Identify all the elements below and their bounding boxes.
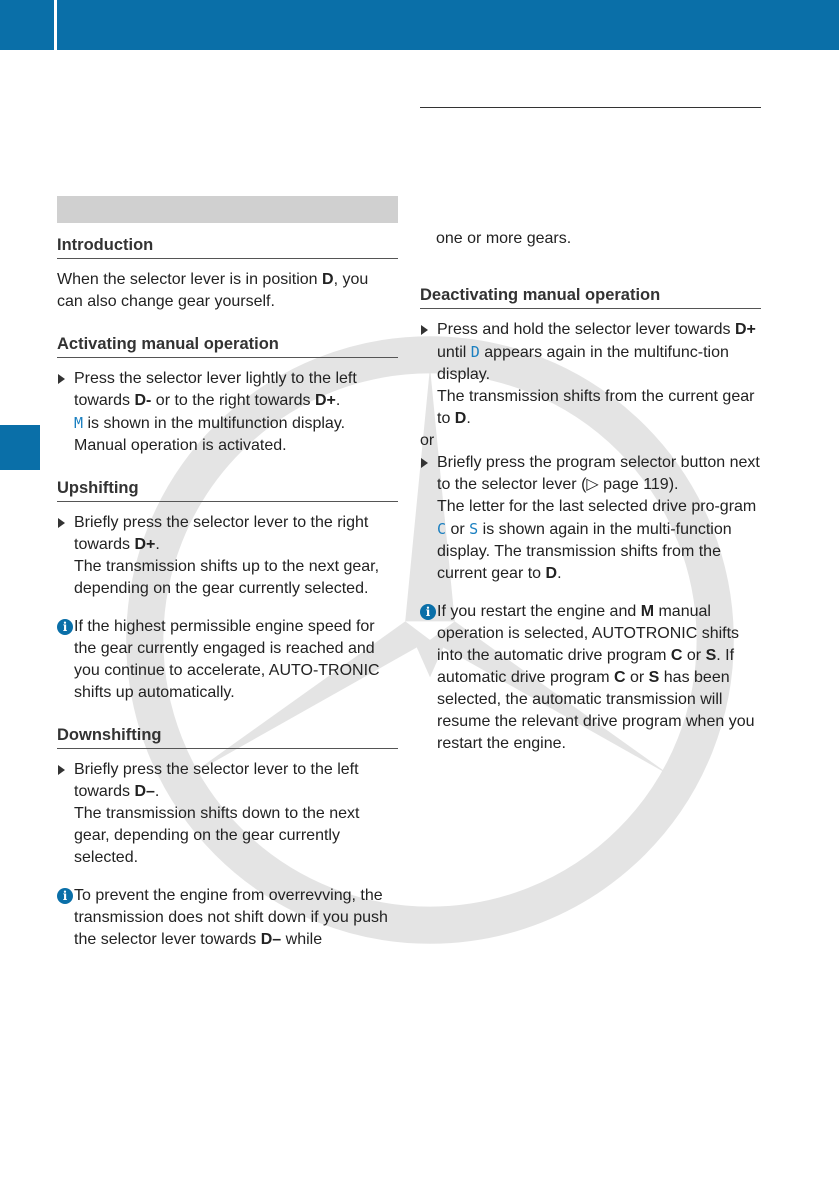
step-arrow-icon [58, 374, 65, 384]
upshifting-heading: Upshifting [57, 479, 398, 502]
left-column [57, 196, 398, 951]
right-column [420, 0, 761, 755]
step-arrow-icon [58, 765, 65, 775]
section-title-bar [57, 196, 398, 223]
display-symbol: D [470, 343, 480, 361]
deactivating-heading: Deactivating manual operation [420, 286, 761, 309]
activating-heading: Activating manual operation [57, 335, 398, 358]
info-icon: i [57, 619, 73, 635]
step-arrow-icon [421, 325, 428, 335]
header-divider [54, 0, 57, 50]
or-text: or [420, 432, 435, 449]
display-symbol: M [74, 414, 84, 432]
deactivate-step-button: Briefly press the program selector button next to the selector lever (▷ page 119). The letter for the last selected drive pro-gram C or S is shown again in the multi-function display. The transmission shifts from the current gear to D. [420, 452, 761, 585]
introduction-text: When the selector lever is in position D, you can also change gear yourself. [57, 271, 369, 310]
downshift-step: Briefly press the selector lever to the left towards D–. The transmission shifts down to the next gear, depending on the gear currently selected. [57, 759, 398, 869]
activating-step: Press the selector lever lightly to the left towards D- or to the right towards D+. M is shown in the multifunction display. Manual operation is activated. [57, 368, 398, 457]
step-arrow-icon [58, 518, 65, 528]
deactivate-step-hold: Press and hold the selector lever towards D+ until D appears again in the multifunc-tion display. The transmission shifts from the current gear to D. [420, 319, 761, 430]
downshifting-heading: Downshifting [57, 726, 398, 749]
introduction-heading: Introduction [57, 236, 398, 259]
display-symbol: S [469, 520, 479, 538]
chapter-tab [0, 425, 40, 470]
upshift-info-note: i If the highest permissible engine speed for the gear currently engaged is reached and you continue to accelerate, AUTO-TRONIC shifts up automatically. [57, 616, 398, 704]
continued-text: one or more gears. [436, 230, 572, 247]
display-symbol: C [437, 520, 447, 538]
info-icon: i [57, 888, 73, 904]
downshift-info-note: i To prevent the engine from overrevving, the transmission does not shift down if you push the selector lever towards D– while [57, 885, 398, 951]
step-arrow-icon [421, 458, 428, 468]
upshift-step: Briefly press the selector lever to the right towards D+. The transmission shifts up to the next gear, depending on the gear currently selected. [57, 512, 398, 600]
info-icon: i [420, 604, 436, 620]
restart-info-note: i If you restart the engine and M manual operation is selected, AUTOTRONIC shifts into the automatic drive program C or S. If automatic drive program C or S has been selected, the automatic transmission will resume the relevant drive program when you restart the engine. [420, 601, 761, 755]
